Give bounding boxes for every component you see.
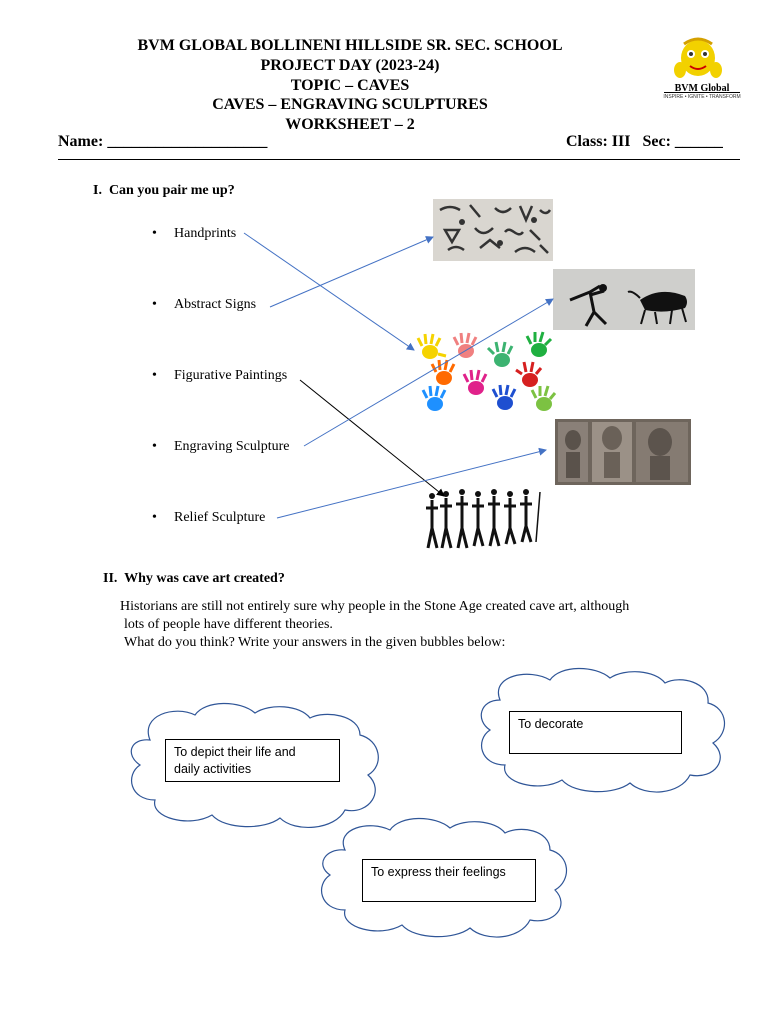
relief-sculpture-image <box>555 419 691 485</box>
arrow-figurative-paintings <box>300 380 444 496</box>
section2-paragraph-line2: lots of people have different theories. <box>124 617 333 632</box>
section1-heading: I. Can you pair me up? <box>93 183 235 198</box>
arrow-handprints <box>244 233 414 350</box>
list-item-abstract-signs: • Abstract Signs <box>152 297 257 312</box>
section2-paragraph-line3: What do you think? Write your answers in the given bubbles below: <box>124 635 506 650</box>
list-item-engraving-sculpture: • Engraving Sculpture <box>152 439 290 454</box>
arrow-engraving-sculpture <box>304 299 553 446</box>
answer-box-feelings[interactable] <box>362 859 536 902</box>
answer-box-decorate[interactable] <box>509 711 682 754</box>
class-section-field: Class: III Sec: ______ <box>566 133 723 150</box>
topic: TOPIC – CAVES <box>290 77 410 94</box>
answer-text-line1: To depict their life and <box>174 745 296 759</box>
item-label: Relief Sculpture <box>174 510 266 525</box>
worksheet-title: WORKSHEET – 2 <box>285 116 415 133</box>
school-name: BVM GLOBAL BOLLINENI HILLSIDE SR. SEC. SCHOOL <box>137 37 563 54</box>
project-day: PROJECT DAY (2023-24) <box>260 57 440 74</box>
item-label: Figurative Paintings <box>174 368 288 383</box>
name-field: Name: ____________________ <box>58 133 268 150</box>
list-item-figurative-paintings: • Figurative Paintings <box>152 368 288 383</box>
abstract-signs-image <box>433 199 553 261</box>
item-label: Abstract Signs <box>174 297 257 312</box>
item-label: Engraving Sculpture <box>174 439 290 454</box>
list-item-handprints: • Handprints <box>152 226 237 241</box>
section2-heading: II. Why was cave art created? <box>103 571 285 586</box>
list-item-relief-sculpture: • Relief Sculpture <box>152 510 266 525</box>
subtopic: CAVES – ENGRAVING SCULPTURES <box>212 96 488 113</box>
answer-box-life[interactable] <box>165 739 340 782</box>
answer-text: To decorate <box>518 717 584 731</box>
item-label: Handprints <box>174 226 237 241</box>
handprints-image <box>418 332 555 411</box>
arrow-abstract-signs <box>270 237 433 307</box>
answer-text: To express their feelings <box>371 865 506 879</box>
logo-name: BVM Global <box>674 83 730 94</box>
figurative-painting-image <box>553 269 695 330</box>
engraving-figures-image <box>426 492 540 548</box>
section2-paragraph-line1: Historians are still not entirely sure why people in the Stone Age created cave art, although <box>120 599 630 614</box>
logo-tagline: INSPIRE • IGNITE • TRANSFORM <box>663 94 741 100</box>
answer-text-line2: daily activities <box>174 762 252 776</box>
arrow-relief-sculpture <box>277 450 546 518</box>
